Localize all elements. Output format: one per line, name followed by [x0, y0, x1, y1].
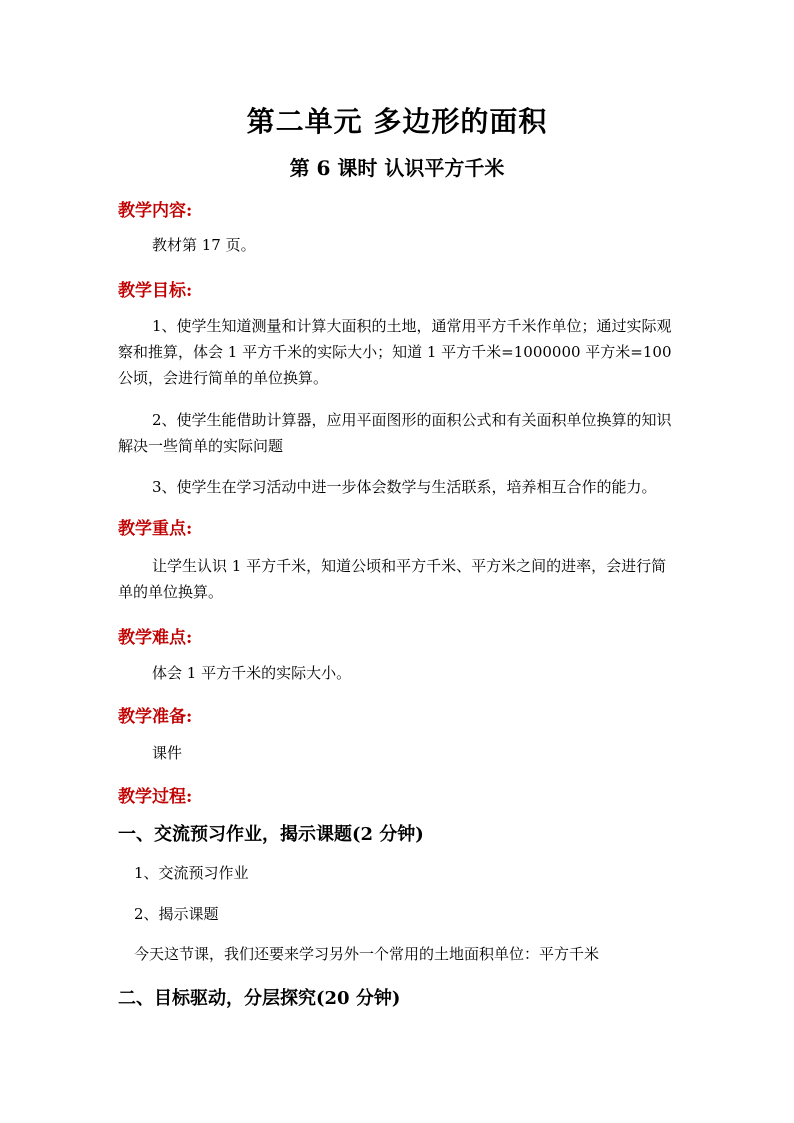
prep-heading: 教学准备:: [118, 707, 193, 727]
section-1-item-2: 2、揭示课题: [134, 905, 219, 923]
process-heading: 教学过程:: [118, 787, 193, 807]
content-heading: 教学内容:: [118, 201, 193, 221]
section-2-heading: 二、目标驱动，分层探究(20 分钟): [118, 988, 401, 1009]
content-text: 教材第 17 页。: [152, 236, 256, 254]
section-1-item-1: 1、交流预习作业: [134, 864, 249, 882]
key-text: 让学生认识 1 平方千米，知道公顷和平方千米、平方米之间的进率，会进行简单的单位换算。: [118, 557, 667, 601]
difficulty-text: 体会 1 平方千米的实际大小。: [152, 664, 352, 682]
goal-2: 2、使学生能借助计算器，应用平面图形的面积公式和有关面积单位换算的知识解决一些简单的实际问题: [118, 411, 672, 455]
prep-text: 课件: [152, 744, 183, 762]
section-1-text: 今天这节课，我们还要来学习另外一个常用的土地面积单位：平方千米: [134, 945, 600, 963]
lesson-subtitle: 第 6 课时 认识平方千米: [289, 156, 505, 180]
goal-1: 1、使学生知道测量和计算大面积的土地，通常用平方千米作单位；通过实际观察和推算，体会 1 平方千米的实际大小；知道 1 平方千米=1000000 平方米=100 公顷，会进行简单的单位换算。: [118, 317, 672, 387]
document-title: 第二单元 多边形的面积: [246, 105, 548, 138]
key-heading: 教学重点:: [118, 519, 193, 539]
goal-3: 3、使学生在学习活动中进一步体会数学与生活联系，培养相互合作的能力。: [152, 478, 657, 496]
difficulty-heading: 教学难点:: [118, 628, 193, 648]
goals-heading: 教学目标:: [118, 281, 193, 301]
section-1-heading: 一、交流预习作业，揭示课题(2 分钟): [118, 824, 424, 845]
